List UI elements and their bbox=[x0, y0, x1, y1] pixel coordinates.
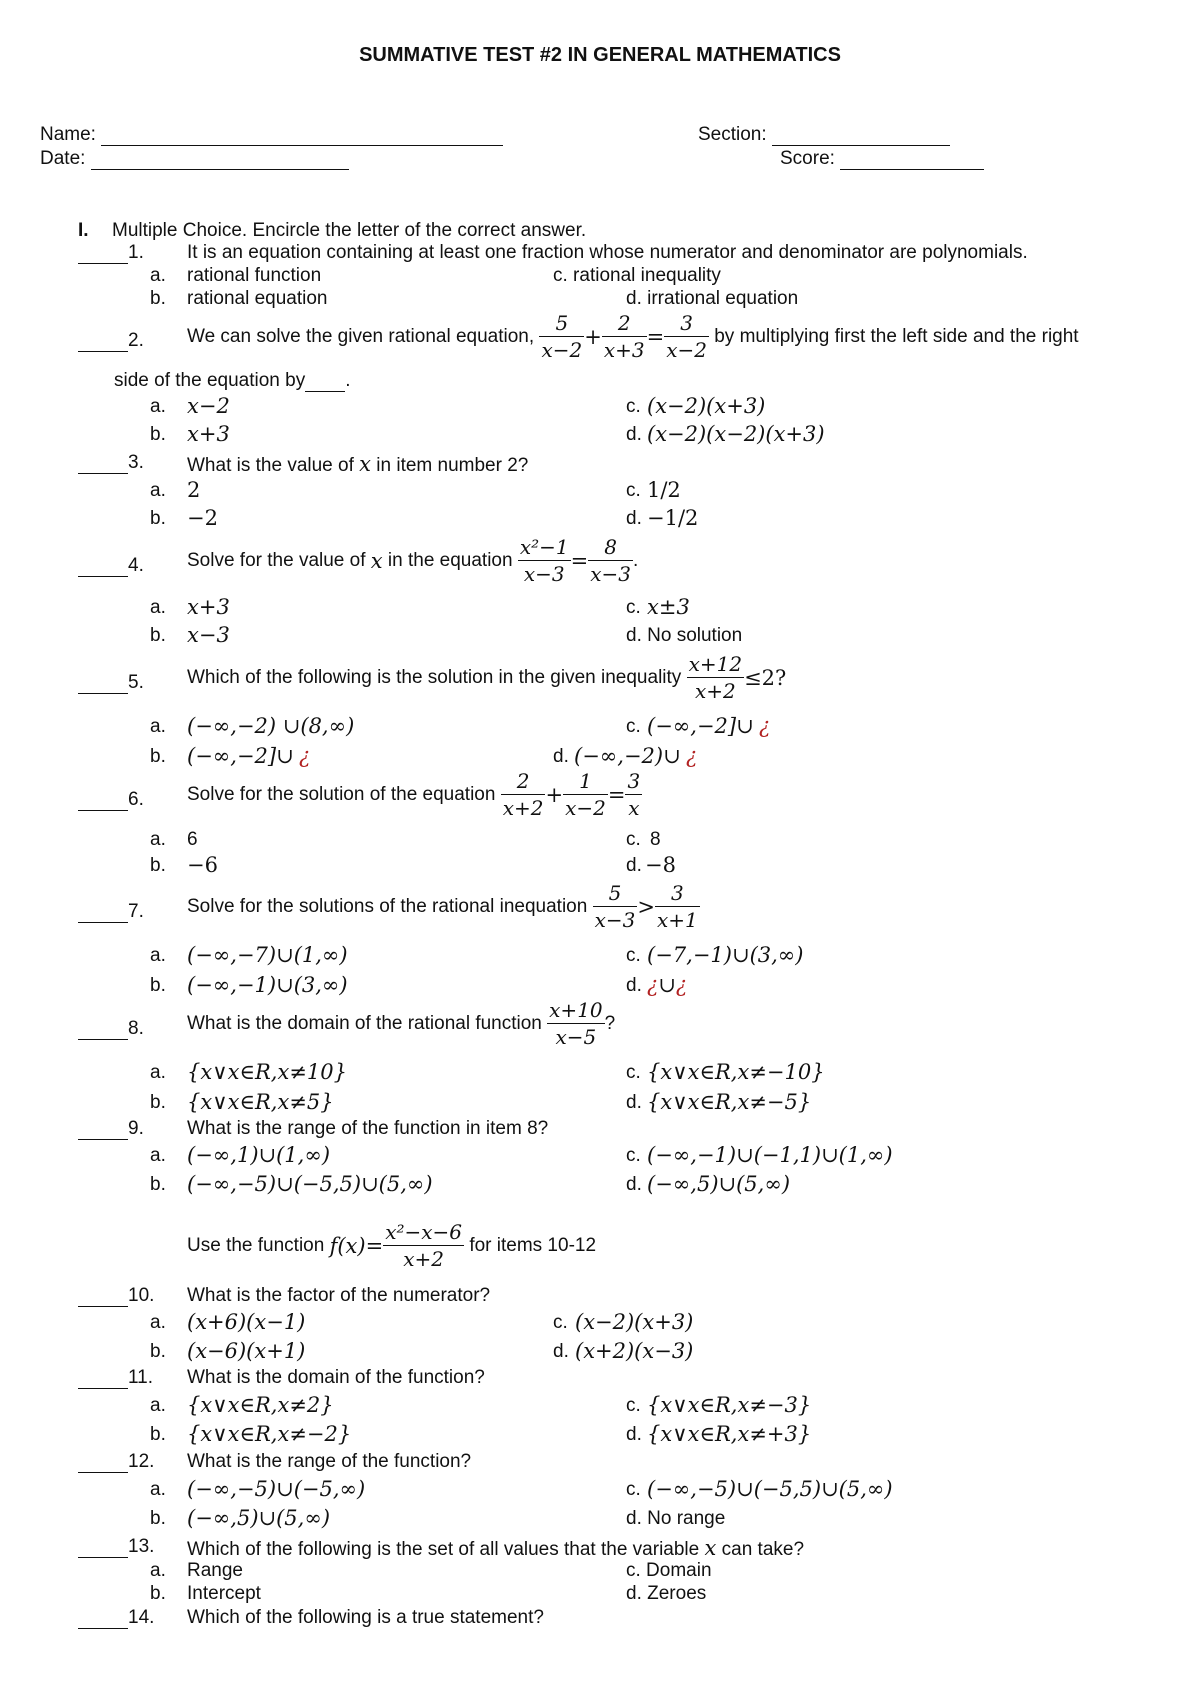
q4-number: 4. bbox=[78, 555, 144, 577]
q11-text: What is the domain of the function? bbox=[187, 1367, 485, 1388]
q7-option-a: (−∞,−7)∪(1,∞) bbox=[187, 943, 348, 967]
answer-blank bbox=[78, 1454, 128, 1473]
name-label: Name: bbox=[40, 124, 96, 145]
q8-line: What is the domain of the rational function $\frac{x+10}{x-5}$ ? bbox=[187, 998, 616, 1049]
q6-fraction-3: $\frac{3}{x}$ bbox=[627, 769, 641, 820]
q9-option-c: (−∞,−1)∪(−1,1)∪(1,∞) bbox=[647, 1143, 893, 1167]
q5-number: 5. bbox=[78, 672, 144, 694]
q2-option-a: x−2 bbox=[187, 394, 230, 418]
q2-number: 2. bbox=[78, 330, 144, 352]
q4-fraction-2: $\frac{8}{x-3}$ bbox=[590, 535, 632, 586]
q5-b-glyph: ¿ bbox=[298, 744, 311, 768]
q2-option-b: x+3 bbox=[187, 422, 230, 446]
q8-number: 8. bbox=[78, 1018, 144, 1040]
q11-option-b: {x∨x∈R,x≠−2} bbox=[187, 1422, 352, 1446]
q10-letter-d: d. bbox=[553, 1341, 569, 1362]
q12-option-a: (−∞,−5)∪(−5,∞) bbox=[187, 1477, 366, 1501]
q3-text: What is the value of x in item number 2? bbox=[187, 452, 529, 476]
q4-option-c: x±3 bbox=[647, 595, 690, 619]
q1-letter-b: b. bbox=[150, 288, 166, 309]
q13-number: 13. bbox=[78, 1536, 154, 1558]
part-instruction: Multiple Choice. Encircle the letter of the correct answer. bbox=[112, 220, 587, 241]
answer-blank bbox=[78, 1370, 128, 1389]
q2-letter-b: b. bbox=[150, 424, 166, 445]
q13-option-b: Intercept bbox=[187, 1583, 261, 1604]
q8-fraction: $\frac{x+10}{x-5}$ bbox=[549, 998, 603, 1049]
part-numeral: I. bbox=[78, 220, 89, 241]
q11-option-d: {x∨x∈R,x≠+3} bbox=[647, 1422, 812, 1446]
q6-letter-b: b. bbox=[150, 855, 166, 876]
q9-number: 9. bbox=[78, 1118, 144, 1140]
q10-letter-c: c. bbox=[553, 1312, 568, 1333]
q1-option-d: d. irrational equation bbox=[626, 288, 799, 309]
q11-letter-c: c. bbox=[626, 1395, 641, 1416]
q1-option-a: rational function bbox=[187, 265, 322, 286]
q13-option-a: Range bbox=[187, 1560, 243, 1581]
q6-option-c: 8 bbox=[650, 829, 661, 850]
q11-option-a: {x∨x∈R,x≠2} bbox=[187, 1393, 334, 1417]
q9-letter-d: d. bbox=[626, 1174, 642, 1195]
q1-letter-a: a. bbox=[150, 265, 166, 286]
q3-letter-c: c. bbox=[626, 480, 641, 501]
q8-option-c: {x∨x∈R,x≠−10} bbox=[647, 1060, 825, 1084]
q1-option-b: rational equation bbox=[187, 288, 328, 309]
answer-blank bbox=[78, 455, 128, 474]
section-line bbox=[772, 127, 950, 146]
q7-option-b: (−∞,−1)∪(3,∞) bbox=[187, 973, 348, 997]
q13-letter-b: b. bbox=[150, 1583, 166, 1604]
q9-letter-c: c. bbox=[626, 1145, 641, 1166]
q5-d-glyph: ¿ bbox=[685, 744, 698, 768]
q13-option-d: d. Zeroes bbox=[626, 1583, 707, 1604]
q12-text: What is the range of the function? bbox=[187, 1451, 472, 1472]
q7-line: Solve for the solutions of the rational inequation $\frac{5}{x-3}$ > $\frac{3}{x+1}$ bbox=[187, 881, 698, 932]
name-field bbox=[40, 124, 503, 146]
q1-text: It is an equation containing at least one fraction whose numerator and denominator are polynomials. bbox=[187, 242, 1028, 263]
q13-letter-a: a. bbox=[150, 1560, 166, 1581]
q12-letter-b: b. bbox=[150, 1508, 166, 1529]
q7-number: 7. bbox=[78, 901, 144, 923]
name-line bbox=[101, 127, 503, 146]
q2-letter-d: d. bbox=[626, 424, 642, 445]
q12-letter-c: c. bbox=[626, 1479, 641, 1500]
score-line bbox=[840, 151, 984, 170]
answer-blank bbox=[78, 1610, 128, 1629]
q8-letter-b: b. bbox=[150, 1092, 166, 1113]
answer-blank bbox=[78, 558, 128, 577]
q11-option-c: {x∨x∈R,x≠−3} bbox=[647, 1393, 812, 1417]
q9-letter-b: b. bbox=[150, 1174, 166, 1195]
q7-fraction-2: $\frac{3}{x+1}$ bbox=[656, 881, 698, 932]
q14-text: Which of the following is a true statement? bbox=[187, 1607, 544, 1628]
q7-letter-a: a. bbox=[150, 945, 166, 966]
section-field bbox=[698, 124, 950, 146]
q5-letter-a: a. bbox=[150, 716, 166, 737]
q2-fraction-3: $\frac{3}{x-2}$ bbox=[666, 311, 707, 362]
date-field bbox=[40, 148, 349, 170]
q4-letter-a: a. bbox=[150, 597, 166, 618]
use-fraction: $\frac{\text{x²−x−6}}{x+2}$ bbox=[385, 1220, 463, 1271]
q6-letter-c: c. bbox=[626, 829, 641, 850]
page-title: SUMMATIVE TEST #2 IN GENERAL MATHEMATICS bbox=[359, 44, 841, 66]
q4-option-d: d. No solution bbox=[626, 625, 743, 646]
q5-option-b: (−∞,−2]∪ ¿ bbox=[187, 744, 311, 768]
q2-letter-a: a. bbox=[150, 396, 166, 417]
q2-line: We can solve the given rational equation, $\frac{5}{x-2}$ + $\frac{2}{x+3}$ = $\frac{3}{x-2}$ by multiplying first the left side and the right bbox=[187, 311, 1079, 362]
q12-option-c: (−∞,−5)∪(−5,5)∪(5,∞) bbox=[647, 1477, 893, 1501]
q8-option-d: {x∨x∈R,x≠−5} bbox=[647, 1090, 812, 1114]
q5-c-glyph: ¿ bbox=[758, 714, 771, 738]
q4-letter-c: c. bbox=[626, 597, 641, 618]
q10-option-a: (x+6)(x−1) bbox=[187, 1310, 306, 1334]
q6-line: Solve for the solution of the equation $\frac{2}{x+2}$ + $\frac{1}{x-2}$ = $\frac{3}{x}$ bbox=[187, 769, 641, 820]
q5-option-d: (−∞,−2)∪ ¿ bbox=[574, 744, 698, 768]
q2-fraction-1: $\frac{5}{x-2}$ bbox=[541, 311, 583, 362]
q4-fraction-1: $\frac{\text{x²−1}}{x-3}$ bbox=[519, 535, 569, 586]
q3-number: 3. bbox=[78, 452, 144, 474]
q5-letter-d: d. bbox=[553, 746, 569, 767]
q6-number: 6. bbox=[78, 789, 144, 811]
q13-option-c: c. Domain bbox=[626, 1560, 712, 1581]
q6-option-d: −8 bbox=[645, 853, 676, 877]
q5-fraction: $\frac{x+12}{x+2}$ bbox=[688, 652, 743, 703]
q10-number: 10. bbox=[78, 1285, 154, 1307]
q7-letter-d: d. bbox=[626, 975, 642, 996]
q7-letter-c: c. bbox=[626, 945, 641, 966]
q2-continuation: side of the equation by . bbox=[114, 370, 351, 391]
q3-option-d: −1/2 bbox=[647, 506, 699, 530]
q12-option-d: d. No range bbox=[626, 1508, 726, 1529]
q4-option-b: x−3 bbox=[187, 623, 230, 647]
q8-option-a: {x∨x∈R,x≠10} bbox=[187, 1060, 347, 1084]
answer-blank bbox=[78, 1539, 128, 1558]
q1-number: 1. bbox=[78, 242, 144, 264]
q11-letter-a: a. bbox=[150, 1395, 166, 1416]
q10-text: What is the factor of the numerator? bbox=[187, 1285, 491, 1306]
use-function-line: Use the function f(x)= $\frac{\text{x²−x−6}}{x+2}$ for items 10-12 bbox=[187, 1220, 597, 1271]
q5-option-a: (−∞,−2) ∪(8,∞) bbox=[187, 714, 355, 738]
q7-option-d: ¿∪¿ bbox=[647, 973, 688, 997]
answer-blank bbox=[78, 1021, 128, 1040]
q2-text-2: by multiplying first the left side and the right bbox=[714, 325, 1079, 347]
q8-letter-a: a. bbox=[150, 1062, 166, 1083]
q4-option-a: x+3 bbox=[187, 595, 230, 619]
q5-letter-b: b. bbox=[150, 746, 166, 767]
q6-option-b: −6 bbox=[187, 853, 218, 877]
answer-blank bbox=[78, 904, 128, 923]
q10-option-b: (x−6)(x+1) bbox=[187, 1339, 306, 1363]
q12-option-b: (−∞,5)∪(5,∞) bbox=[187, 1506, 331, 1530]
q5-option-c: (−∞,−2]∪ ¿ bbox=[647, 714, 771, 738]
q11-letter-b: b. bbox=[150, 1424, 166, 1445]
answer-blank bbox=[78, 1288, 128, 1307]
q8-letter-d: d. bbox=[626, 1092, 642, 1113]
date-line bbox=[91, 151, 349, 170]
q7-option-c: (−7,−1)∪(3,∞) bbox=[647, 943, 804, 967]
date-label: Date: bbox=[40, 148, 86, 169]
q2-letter-c: c. bbox=[626, 396, 641, 417]
q14-number: 14. bbox=[78, 1607, 154, 1629]
q6-fraction-1: $\frac{2}{x+2}$ bbox=[502, 769, 544, 820]
q1-option-c: c. rational inequality bbox=[553, 265, 721, 286]
q7-fraction-1: $\frac{5}{x-3}$ bbox=[594, 881, 636, 932]
answer-blank bbox=[78, 1121, 128, 1140]
q4-line: Solve for the value of x in the equation $\frac{\text{x²−1}}{x-3}$ = $\frac{8}{x-3}$ . bbox=[187, 535, 639, 586]
score-label: Score: bbox=[780, 148, 835, 169]
q9-option-b: (−∞,−5)∪(−5,5)∪(5,∞) bbox=[187, 1172, 433, 1196]
q11-letter-d: d. bbox=[626, 1424, 642, 1445]
q3-letter-b: b. bbox=[150, 508, 166, 529]
q7-letter-b: b. bbox=[150, 975, 166, 996]
q3-option-c: 1/2 bbox=[647, 478, 681, 502]
score-field bbox=[780, 148, 984, 170]
q5-line: Which of the following is the solution in the given inequality $\frac{x+12}{x+2}$ ≤2? bbox=[187, 652, 787, 703]
section-label: Section: bbox=[698, 124, 767, 145]
q9-option-d: (−∞,5)∪(5,∞) bbox=[647, 1172, 791, 1196]
q4-letter-b: b. bbox=[150, 625, 166, 646]
q12-number: 12. bbox=[78, 1451, 154, 1473]
q6-letter-a: a. bbox=[150, 829, 166, 850]
q3-option-a: 2 bbox=[187, 478, 201, 502]
answer-blank bbox=[78, 333, 128, 352]
q10-option-d: (x+2)(x−3) bbox=[575, 1339, 694, 1363]
q9-letter-a: a. bbox=[150, 1145, 166, 1166]
answer-blank bbox=[78, 245, 128, 264]
q10-letter-b: b. bbox=[150, 1341, 166, 1362]
q6-option-a: 6 bbox=[187, 829, 198, 850]
q2-text: We can solve the given rational equation, bbox=[187, 325, 535, 347]
q3-option-b: −2 bbox=[187, 506, 218, 530]
q10-option-c: (x−2)(x+3) bbox=[575, 1310, 694, 1334]
answer-blank bbox=[78, 792, 128, 811]
q8-option-b: {x∨x∈R,x≠5} bbox=[187, 1090, 334, 1114]
q11-number: 11. bbox=[78, 1367, 153, 1389]
q9-text: What is the range of the function in item 8? bbox=[187, 1118, 549, 1139]
q10-letter-a: a. bbox=[150, 1312, 166, 1333]
q6-letter-d: d. bbox=[626, 855, 642, 876]
q5-letter-c: c. bbox=[626, 716, 641, 737]
q8-letter-c: c. bbox=[626, 1062, 641, 1083]
q3-letter-a: a. bbox=[150, 480, 166, 501]
q2-fraction-2: $\frac{2}{x+3}$ bbox=[603, 311, 645, 362]
q12-letter-a: a. bbox=[150, 1479, 166, 1500]
q9-option-a: (−∞,1)∪(1,∞) bbox=[187, 1143, 331, 1167]
q2-option-d: (x−2)(x−2)(x+3) bbox=[647, 422, 825, 446]
q2-option-c: (x−2)(x+3) bbox=[647, 394, 766, 418]
q6-fraction-2: $\frac{1}{x-2}$ bbox=[565, 769, 606, 820]
q13-text: Which of the following is the set of all values that the variable x can take? bbox=[187, 1536, 805, 1560]
q3-letter-d: d. bbox=[626, 508, 642, 529]
answer-blank bbox=[78, 675, 128, 694]
